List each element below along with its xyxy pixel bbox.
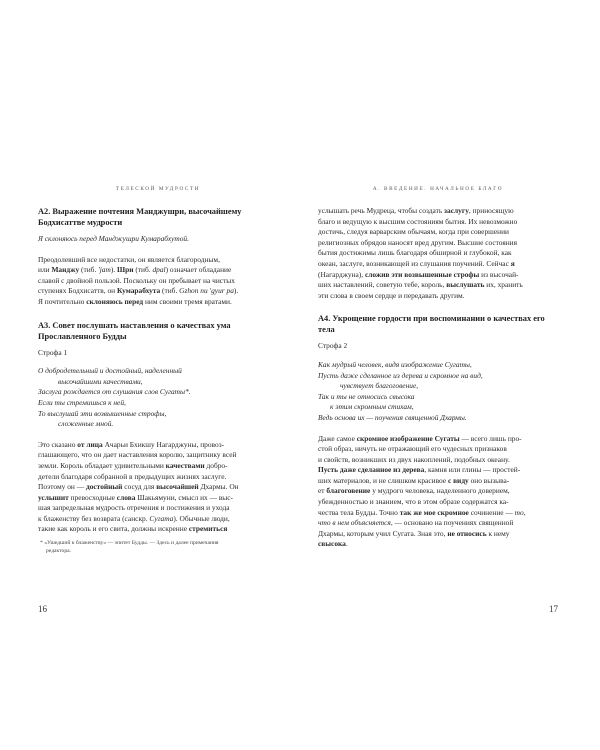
- text-run: стремиться: [188, 524, 228, 534]
- text-line: [318, 434, 558, 445]
- right-page: [318, 0, 558, 750]
- text-run: высочайшей: [156, 482, 199, 492]
- text-run: превосходные: [68, 492, 117, 502]
- text-line: [318, 227, 558, 238]
- text-run: скромное изображение Сугаты: [356, 433, 460, 443]
- text-line: [318, 476, 558, 487]
- section-heading-a3: А3. Совет послушать наставления о качествах ума Прославленного Будды: [38, 320, 231, 341]
- verse-line: Так и ты не относись свысока: [318, 391, 415, 401]
- verse-line: чувствует благоговение,: [340, 381, 419, 391]
- text-line: [318, 280, 558, 291]
- text-run: выслушать: [446, 280, 485, 290]
- text-run: сосуд для: [122, 482, 157, 492]
- text-run: благоговение: [326, 486, 371, 496]
- text-line: [38, 503, 278, 514]
- text-line: [38, 482, 278, 493]
- text-run: Дхармы, которым учил Сугата. Зная это,: [318, 528, 448, 538]
- verse-line: Пусть даже сделанное из дерева и скромное на вид,: [318, 370, 483, 380]
- text-run: склоняюсь перед: [86, 296, 144, 306]
- text-run: ) означает обладание: [165, 265, 232, 275]
- text-line: [318, 238, 558, 249]
- footnote: [38, 539, 278, 555]
- verse-line: высочайшими качествами,: [58, 376, 143, 386]
- text-run: достичь, следуя варварским обычаям, когда при совершении: [318, 227, 509, 237]
- text-line: [38, 286, 278, 297]
- left-page: [38, 0, 278, 750]
- verse-line: Если ты стремишься к ней,: [38, 397, 126, 407]
- text-run: свысока: [318, 539, 346, 549]
- text-line: [38, 472, 278, 483]
- text-run: , — основано на поучениях священной: [390, 518, 514, 528]
- text-line: [38, 276, 278, 287]
- text-run: Пусть даже сделанное из дерева: [318, 465, 425, 475]
- text-run: такие как король и его свита, должны искренне: [38, 524, 189, 534]
- text-run: ших наставлений, советую тебе, король,: [318, 280, 447, 290]
- text-run: Шри: [116, 265, 134, 275]
- text-run: (тиб.: [133, 265, 153, 275]
- text-run: не относись: [447, 528, 487, 538]
- text-run: Я почтительно: [38, 296, 87, 306]
- text-run: славой с двойной пользой. Поскольку он пребывает на чистых: [38, 275, 235, 285]
- commentary-paragraph: [38, 440, 278, 535]
- text-run: Даже самое: [318, 433, 357, 443]
- text-line: [38, 461, 278, 472]
- verse-line: сложенные мной.: [58, 419, 114, 429]
- text-run: шая запредельная мудрость отречения и постижения и ухода: [38, 503, 230, 513]
- text-run: благо и ведущую к высшим состояниям бытия. Их невозможно: [318, 216, 518, 226]
- text-run: что в нем объясняется: [318, 518, 391, 528]
- text-run: Поэтому он —: [38, 482, 86, 492]
- text-run: услышать речь Мудреца, чтобы создать: [318, 206, 445, 215]
- text-run: их, хранить: [484, 280, 523, 290]
- text-run: Преодолевший все недостатки, он является благородным,: [38, 254, 220, 264]
- verse-line: То выслушай эти возвышенные строфы,: [38, 408, 167, 418]
- text-line: [38, 450, 278, 461]
- page-number: 17: [549, 604, 558, 614]
- text-run: Gzhon nu 'gyur pa: [179, 286, 234, 296]
- text-run: достойный: [85, 482, 123, 492]
- text-line: [38, 265, 278, 276]
- text-run: из высочай-: [479, 269, 519, 279]
- text-run: я: [510, 258, 515, 268]
- text-run: у мудрого человека, наделенного доверием,: [370, 486, 510, 496]
- text-line: [318, 206, 558, 217]
- text-run: Кумарабхута: [116, 286, 161, 296]
- text-run: качествами: [165, 460, 205, 470]
- text-run: слова: [116, 492, 136, 502]
- verse-line: О добродетельный и достойный, наделенный: [38, 366, 182, 376]
- text-run: ступенях Бодхисаттв, он: [38, 286, 117, 296]
- continued-paragraph: [318, 206, 558, 301]
- text-run: так же мое скромное: [399, 507, 469, 517]
- text-line: [38, 524, 278, 535]
- text-run: Сугата: [149, 513, 174, 523]
- text-run: добро-: [204, 460, 228, 470]
- text-run: океан, заслуге, возникающей из слушания поучений. Сейчас: [318, 258, 511, 268]
- running-head: А. ВВЕДЕНИЕ. НАЧАЛЬНОЕ БЛАГО: [372, 186, 504, 192]
- text-run: с виду: [447, 475, 469, 485]
- text-line: [38, 440, 278, 451]
- text-run: ). Обычные люди,: [173, 513, 230, 523]
- text-run: Это сказано: [38, 439, 78, 449]
- text-run: к блаженству без возврата (санскр.: [38, 513, 150, 523]
- text-line: [318, 455, 558, 466]
- stanza-title: Строфа 2: [318, 341, 348, 351]
- text-line: [38, 514, 278, 525]
- text-run: (Нагарджуна),: [318, 269, 365, 279]
- text-run: и свойств, возникших из двух накоплений, подобных океану.: [318, 454, 510, 464]
- text-run: эти слова в своем сердце и передавать другим.: [318, 290, 465, 300]
- text-run: dpal: [152, 265, 166, 275]
- text-run: бытия достижимы лишь благодаря обширной и глубокой, как: [318, 248, 512, 258]
- text-run: (тиб.: [160, 286, 180, 296]
- text-run: — всего лишь про-: [459, 433, 522, 443]
- text-run: Шакьямуни, смысл их — выс-: [135, 492, 234, 502]
- left-page-content: [38, 206, 278, 555]
- text-line: [318, 465, 558, 476]
- text-run: оно вызыва-: [468, 475, 510, 485]
- text-run: стой образ, ничуть не отражающий его чудесных признаков: [318, 444, 507, 454]
- text-run: Манджу: [51, 265, 80, 275]
- text-run: , приносящую: [468, 206, 514, 215]
- text-line: [318, 248, 558, 259]
- text-run: сочинение —: [468, 507, 515, 517]
- text-line: [318, 508, 558, 519]
- section-heading-a4: А4. Укрощение гордости при воспоминании о качествах его тела: [318, 314, 545, 335]
- text-line: [318, 270, 558, 281]
- text-run: ших материалов, и не слишком красивое: [318, 475, 448, 485]
- text-line: [318, 529, 558, 540]
- commentary-paragraph: [318, 434, 558, 551]
- text-run: то,: [514, 507, 526, 517]
- verse-line: Заслуга рождается от слушания слов Сугаты*.: [38, 387, 191, 397]
- page-number: 16: [38, 604, 47, 614]
- text-run: .: [345, 539, 348, 549]
- footnote-line: редактора.: [46, 548, 72, 555]
- text-line: [38, 493, 278, 504]
- text-run: чества тела Будды. Точно: [318, 507, 400, 517]
- text-run: ).: [233, 286, 239, 296]
- text-line: [318, 291, 558, 302]
- stanza-title: Строфа 1: [38, 347, 68, 357]
- footnote-line: * «Ушедший к блаженству» — эпитет Будды. — Здесь и далее примечания: [40, 540, 219, 547]
- text-run: к нему: [486, 528, 510, 538]
- text-run: 'jam: [98, 265, 111, 275]
- text-line: [318, 497, 558, 508]
- text-line: [38, 255, 278, 266]
- text-line: [318, 217, 558, 228]
- text-run: ним своими тремя вратами.: [143, 296, 232, 306]
- text-run: сложив эти возвышенные строфы: [364, 269, 480, 279]
- text-run: детели благодаря собранной в предыдущих жизнях заслуге.: [38, 471, 227, 481]
- text-run: земли. Король обладает удивительными: [38, 460, 166, 470]
- text-run: , камня или глины — простей-: [424, 465, 521, 475]
- text-run: ет: [318, 486, 327, 496]
- text-run: глашающего, что он дает наставления королю, защитнику всей: [38, 450, 237, 460]
- homage-line: Я склоняюсь перед Манджушри Кумарабхутой.: [38, 234, 189, 243]
- text-run: заслугу: [444, 206, 469, 215]
- text-run: ).: [110, 265, 117, 275]
- text-line: [38, 297, 278, 308]
- text-line: [318, 259, 558, 270]
- text-run: услышит: [38, 492, 69, 502]
- text-line: [318, 518, 558, 529]
- right-page-content: [318, 206, 558, 550]
- text-run: от лица: [77, 439, 103, 449]
- verse-stanza-2: [318, 360, 558, 424]
- verse-line: Ведь основа их — поучения священной Дхармы.: [318, 412, 467, 422]
- running-head: ТЕЛЕСКОЙ МУДРОСТИ: [115, 186, 201, 192]
- text-run: убежденностью и знанием, что в этом образе содержатся ка-: [318, 497, 509, 507]
- text-line: [318, 444, 558, 455]
- text-line: [318, 539, 558, 550]
- text-run: или: [38, 265, 52, 275]
- text-run: (тиб.: [79, 265, 99, 275]
- text-run: религиозных обрядов наносят вред другим. Высшие состояния: [318, 237, 518, 247]
- text-run: Дхармы. Он: [198, 482, 239, 492]
- verse-line: к этим скромным стихам,: [330, 402, 414, 412]
- verse-stanza-1: [38, 366, 278, 430]
- verse-line: Как мудрый человек, видя изображение Сугаты,: [318, 359, 472, 369]
- paragraph-a2: [38, 255, 278, 308]
- section-heading-a2: А2. Выражение почтения Манджушри, высочайшему Бодхисаттве мудрости: [38, 207, 242, 227]
- text-line: [318, 486, 558, 497]
- text-run: Ачарьи Бхикшу Нагарджуны, провоз-: [102, 439, 225, 449]
